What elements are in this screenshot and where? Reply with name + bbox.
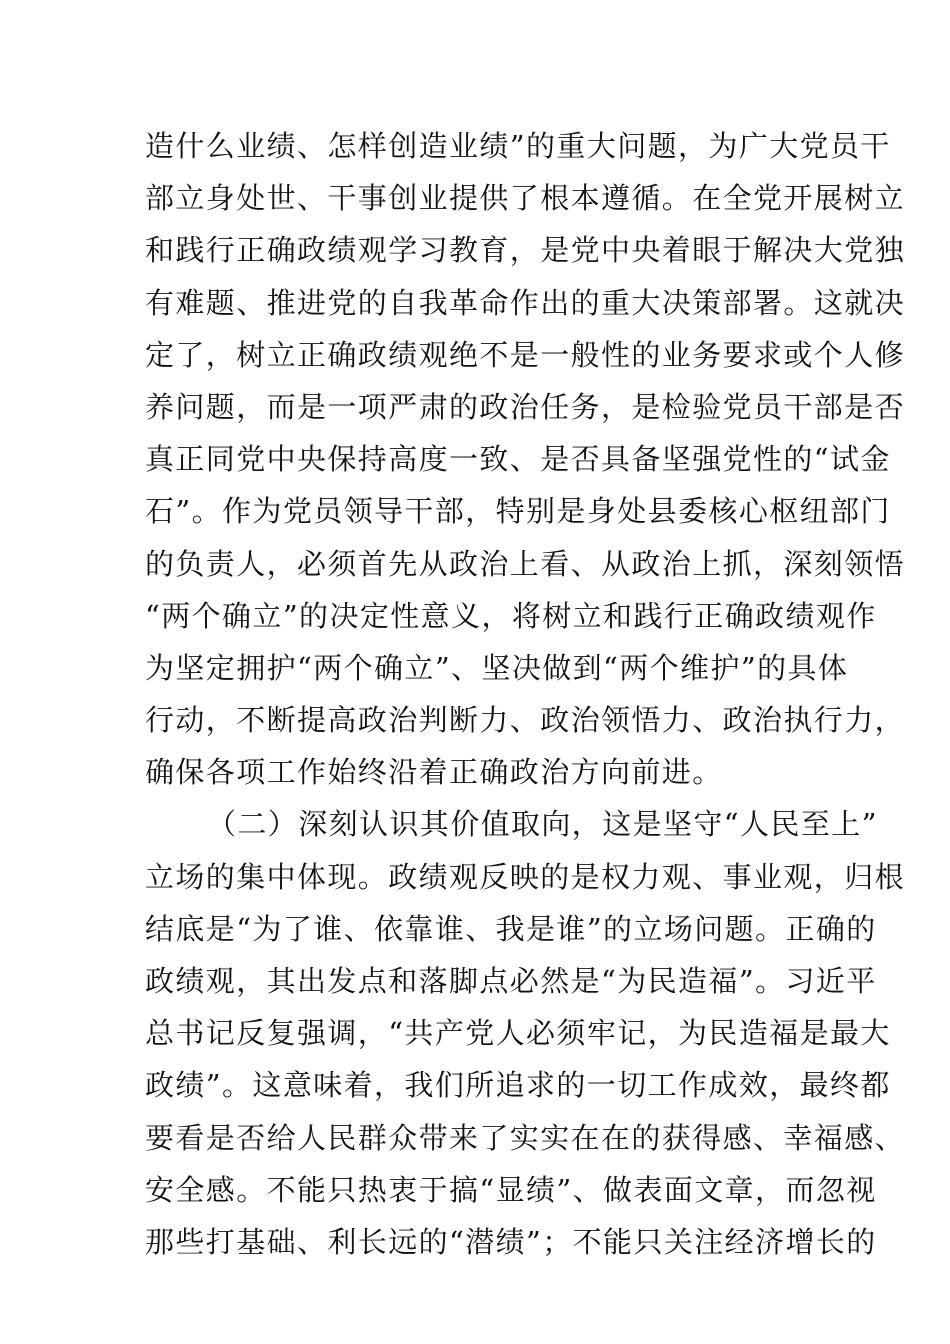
text-line: 有难题、推进党的自我革命作出的重大决策部署。这就决 [145,285,906,320]
text-line: 那些打基础、利长远的“潜绩”；不能只关注经济增长的 [145,1224,877,1259]
text-line: 结底是“为了谁、依靠谁、我是谁”的立场问题。正确的 [145,911,877,946]
text-line: 造什么业绩、怎样创造业绩”的重大问题，为广大党员干 [145,129,891,163]
body-text [145,120,906,1268]
text-line: 的负责人，必须首先从政治上看、从政治上抓，深刻领悟 [145,546,906,581]
text-line: 石”。作为党员领导干部，特别是身处县委核心枢纽部门 [145,494,891,529]
text-line: 立场的集中体现。政绩观反映的是权力观、事业观，归根 [145,859,906,894]
text-line: 政绩观，其出发点和落脚点必然是“为民造福”。习近平 [145,964,877,998]
text-line: 总书记反复强调，“共产党人必须牢记，为民造福是最大 [145,1016,891,1051]
text-line: 安全感。不能只热衷于搞“显绩”、做表面文章，而忽视 [145,1172,877,1207]
text-line: 定了，树立正确政绩观绝不是一般性的业务要求或个人修 [145,337,906,372]
text-line: 确保各项工作始终沿着正确政治方向前进。 [145,755,723,790]
text-line: 部立身处世、干事创业提供了根本遵循。在全党开展树立 [145,181,906,216]
text-line: 政绩”。这意味着，我们所追求的一切工作成效，最终都 [145,1068,891,1103]
text-line: “两个确立”的决定性意义，将树立和践行正确政绩观作 [145,598,877,633]
text-line: 养问题，而是一项严肃的政治任务，是检验党员干部是否 [145,389,906,424]
text-line: 为坚定拥护“两个确立”、坚决做到“两个维护”的具体 [145,650,849,685]
text-line: 行动，不断提高政治判断力、政治领悟力、政治执行力， [145,703,906,738]
text-line: 要看是否给人民群众带来了实实在在的获得感、幸福感、 [145,1120,906,1155]
text-line: 和践行正确政绩观学习教育，是党中央着眼于解决大党独 [145,233,906,268]
section-heading-line: （二）深刻认识其价值取向，这是坚守“人民至上” [207,807,878,842]
text-line: 真正同党中央保持高度一致、是否具备坚强党性的“试金 [145,442,891,477]
